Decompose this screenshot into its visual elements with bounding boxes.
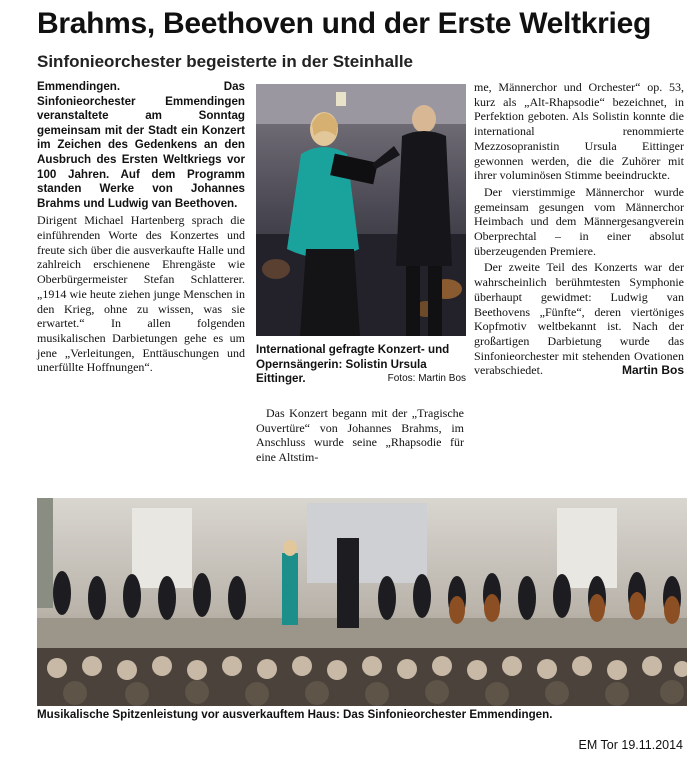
soloist-photo xyxy=(256,84,466,336)
article-paragraph-text: Der zweite Teil des Konzerts war der wahrscheinlich berühmtesten Symphonie überhaupt gewidmet: Ludwig van Beethovens „Fünfte“, deren viertöniges Kopfmotiv weltbekannt ist. Nach der großartigen Darbietung wurde das Sinfonieorchester mit stehenden Ovationen verabschiedet. xyxy=(474,260,684,378)
article-paragraph: me, Männerchor und Orchester“ op. 53, kurz als „Alt-Rhapsodie“ bezeichnet, in Perfektion geboten. Als Solistin konnte die international renommierte Mezzosopranistin Ursula Eittinger gewonnen werden, die die Zuhörer mit ihrer voluminösen Stimme beeindruckte. xyxy=(474,80,684,183)
author-byline: Martin Bos xyxy=(621,363,684,378)
caption-text: International gefragte Konzert- und Opernsängerin: Solistin Ursula Eittinger. xyxy=(256,343,450,385)
headline: Brahms, Beethoven und der Erste Weltkrieg xyxy=(37,7,651,40)
source-date: EM Tor 19.11.2014 xyxy=(578,738,683,752)
article-column-3 xyxy=(474,80,684,380)
article-paragraph: Dirigent Michael Hartenberg sprach die einführenden Worte des Konzertes und freute sich über die ausverkaufte Halle und zahlreich erschienene Ehrengäste wie Oberbürgermeister Stefan Schlatterer. „1914 wie heute ziehen junge Menschen in den Krieg, ohne zu wissen, was sie erwartet.“ In allen folgenden musikalischen Darbietungen gehe es um jene „Verleitungen, Enttäuschungen und unerfüllte Hoffnungen“. xyxy=(37,213,245,375)
article-column-2 xyxy=(256,406,464,467)
article-paragraph: Der vierstimmige Männerchor wurde gemeinsam gesungen vom Männerchor Heimbach und dem Männergesangverein Oberprechtal – in einer absolut überzeugenden Premiere. xyxy=(474,184,684,258)
photo-caption xyxy=(256,343,466,387)
article-column-1 xyxy=(37,80,245,377)
subheadline: Sinfonieorchester begeisterte in der Steinhalle xyxy=(37,52,413,71)
orchestra-photo xyxy=(37,498,687,706)
article-paragraph: Das Konzert begann mit der „Tragische Ouvertüre“ von Johannes Brahms, im Anschluss wurde seine „Rhapsodie für eine Altstim- xyxy=(256,406,464,465)
article-paragraph xyxy=(474,260,684,378)
photo-credit: Fotos: Martin Bos xyxy=(387,373,466,384)
article-lead: Emmendingen. Das Sinfonieorchester Emmendingen veranstaltete am Sonntag gemeinsam mit der Stadt ein Konzert im Zeichen des Gedenkens an den Ausbruch des Ersten Weltkriegs vor 100 Jahren. Auf dem Programm standen Werke von Johannes Brahms und Ludwig van Beethoven. xyxy=(37,80,245,210)
photo-caption-orchestra: Musikalische Spitzenleistung vor ausverkauftem Haus: Das Sinfonieorchester Emmendingen. xyxy=(37,708,553,721)
